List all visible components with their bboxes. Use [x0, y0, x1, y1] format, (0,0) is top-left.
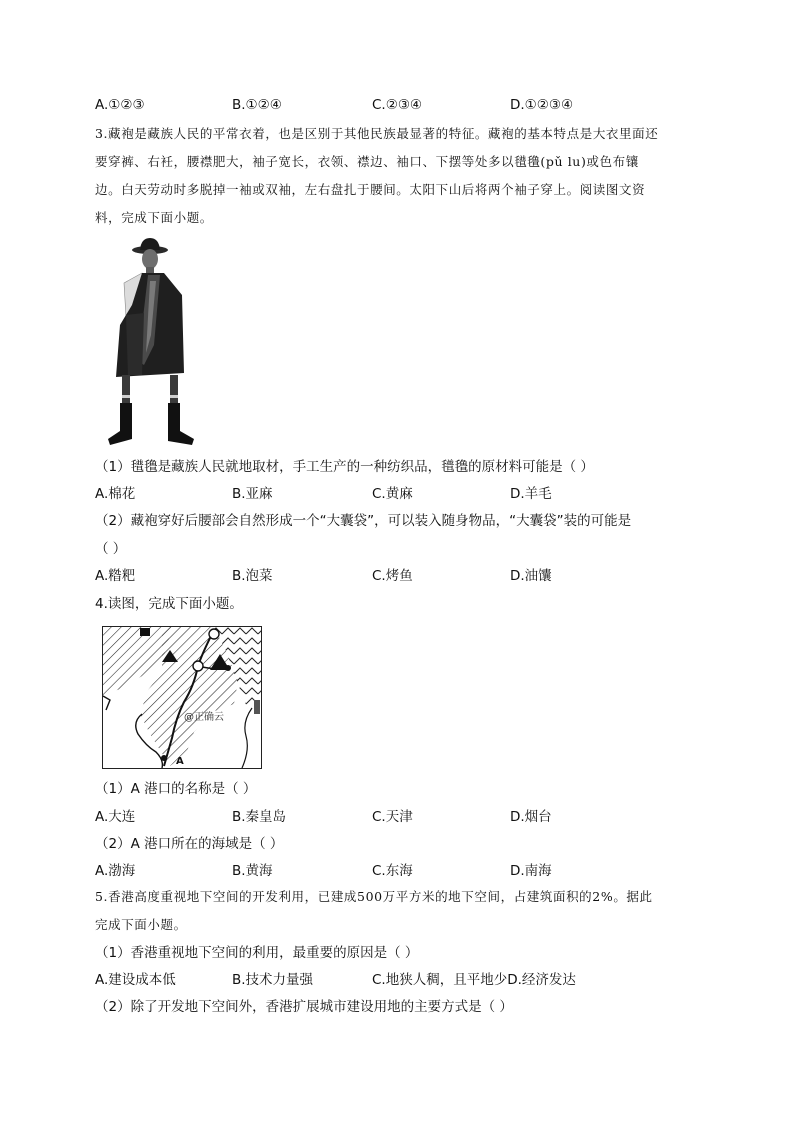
q3-stem-line: 边。白天劳动时多脱掉一袖或双袖，左右盘扎于腰间。太阳下山后将两个袖子穿上。阅读图文资 — [95, 182, 646, 197]
q3-sub1-options — [95, 485, 715, 503]
option-a: A.渤海 — [95, 863, 136, 879]
q5-stem — [95, 883, 695, 939]
option-c: C.天津 — [372, 809, 413, 825]
q5-stem-line: 完成下面小题。 — [95, 917, 187, 932]
option-a: A.①②③ — [95, 97, 145, 113]
option-c: C.烤鱼 — [372, 568, 413, 584]
option-b: B.泡菜 — [232, 568, 273, 584]
q5-sub1: （1）香港重视地下空间的利用，最重要的原因是（ ） — [95, 945, 419, 961]
q4-sub2-options — [95, 862, 715, 880]
map-watermark: @正确云 — [184, 712, 224, 723]
q5-stem-line: 5.香港高度重视地下空间的开发利用，已建成500万平方米的地下空间，占建筑面积的2%。据此 — [95, 889, 653, 904]
option-d: D.羊毛 — [510, 486, 552, 502]
option-b: B.亚麻 — [232, 486, 273, 502]
q3-stem-line: 3.藏袍是藏族人民的平常衣着，也是区别于其他民族最显著的特征。藏袍的基本特点是大衣里面还 — [95, 126, 659, 141]
option-a: A.大连 — [95, 809, 136, 825]
option-b: B.①②④ — [232, 97, 282, 113]
q3-stem-line: 要穿裤、右衽，腰襟肥大，袖子宽长，衣领、襟边、袖口、下摆等处多以氆氇(pǔ lu)或色布镶 — [95, 154, 639, 169]
q4-sub2: （2）A 港口所在的海域是（ ） — [95, 836, 284, 852]
option-d: D.①②③④ — [510, 97, 574, 113]
q5-sub1-options — [95, 971, 715, 989]
q3-sub2-answer-blank: （ ） — [95, 541, 127, 557]
option-b: B.技术力量强 — [232, 972, 314, 988]
q4-sub1-options — [95, 808, 715, 826]
option-c: C.②③④ — [372, 97, 423, 113]
option-b: B.黄海 — [232, 863, 273, 879]
q3-sub1: （1）氆氇是藏族人民就地取材，手工生产的一种纺织品，氆氇的原材料可能是（ ） — [95, 459, 594, 475]
option-c: C.地狭人稠，且平地少 — [372, 972, 508, 988]
q2-options — [95, 96, 715, 114]
option-d: D.油馕 — [510, 568, 552, 584]
option-d: D.经济发达 — [507, 972, 576, 988]
option-c: C.黄麻 — [372, 486, 413, 502]
option-a: A.建设成本低 — [95, 972, 176, 988]
option-a: A.糌粑 — [95, 568, 136, 584]
map-port-label: A — [176, 756, 184, 767]
q3-stem — [95, 120, 695, 232]
q4-stem: 4.读图，完成下面小题。 — [95, 596, 243, 612]
q3-stem-line: 料，完成下面小题。 — [95, 210, 213, 225]
option-d: D.烟台 — [510, 809, 552, 825]
option-c: C.东海 — [372, 863, 413, 879]
q4-sub1: （1）A 港口的名称是（ ） — [95, 781, 257, 797]
option-a: A.棉花 — [95, 486, 136, 502]
option-b: B.秦皇岛 — [232, 809, 287, 825]
q5-sub2: （2）除了开发地下空间外，香港扩展城市建设用地的主要方式是（ ） — [95, 999, 513, 1015]
tibetan-robe-photo — [98, 235, 202, 449]
q3-sub2-options — [95, 567, 715, 585]
q3-sub2: （2）藏袍穿好后腰部会自然形成一个“大囊袋”，可以装入随身物品，“大囊袋”装的可能是 — [95, 513, 632, 529]
option-c-and-d-inline — [372, 971, 576, 989]
region-map — [102, 626, 262, 769]
option-d: D.南海 — [510, 863, 552, 879]
